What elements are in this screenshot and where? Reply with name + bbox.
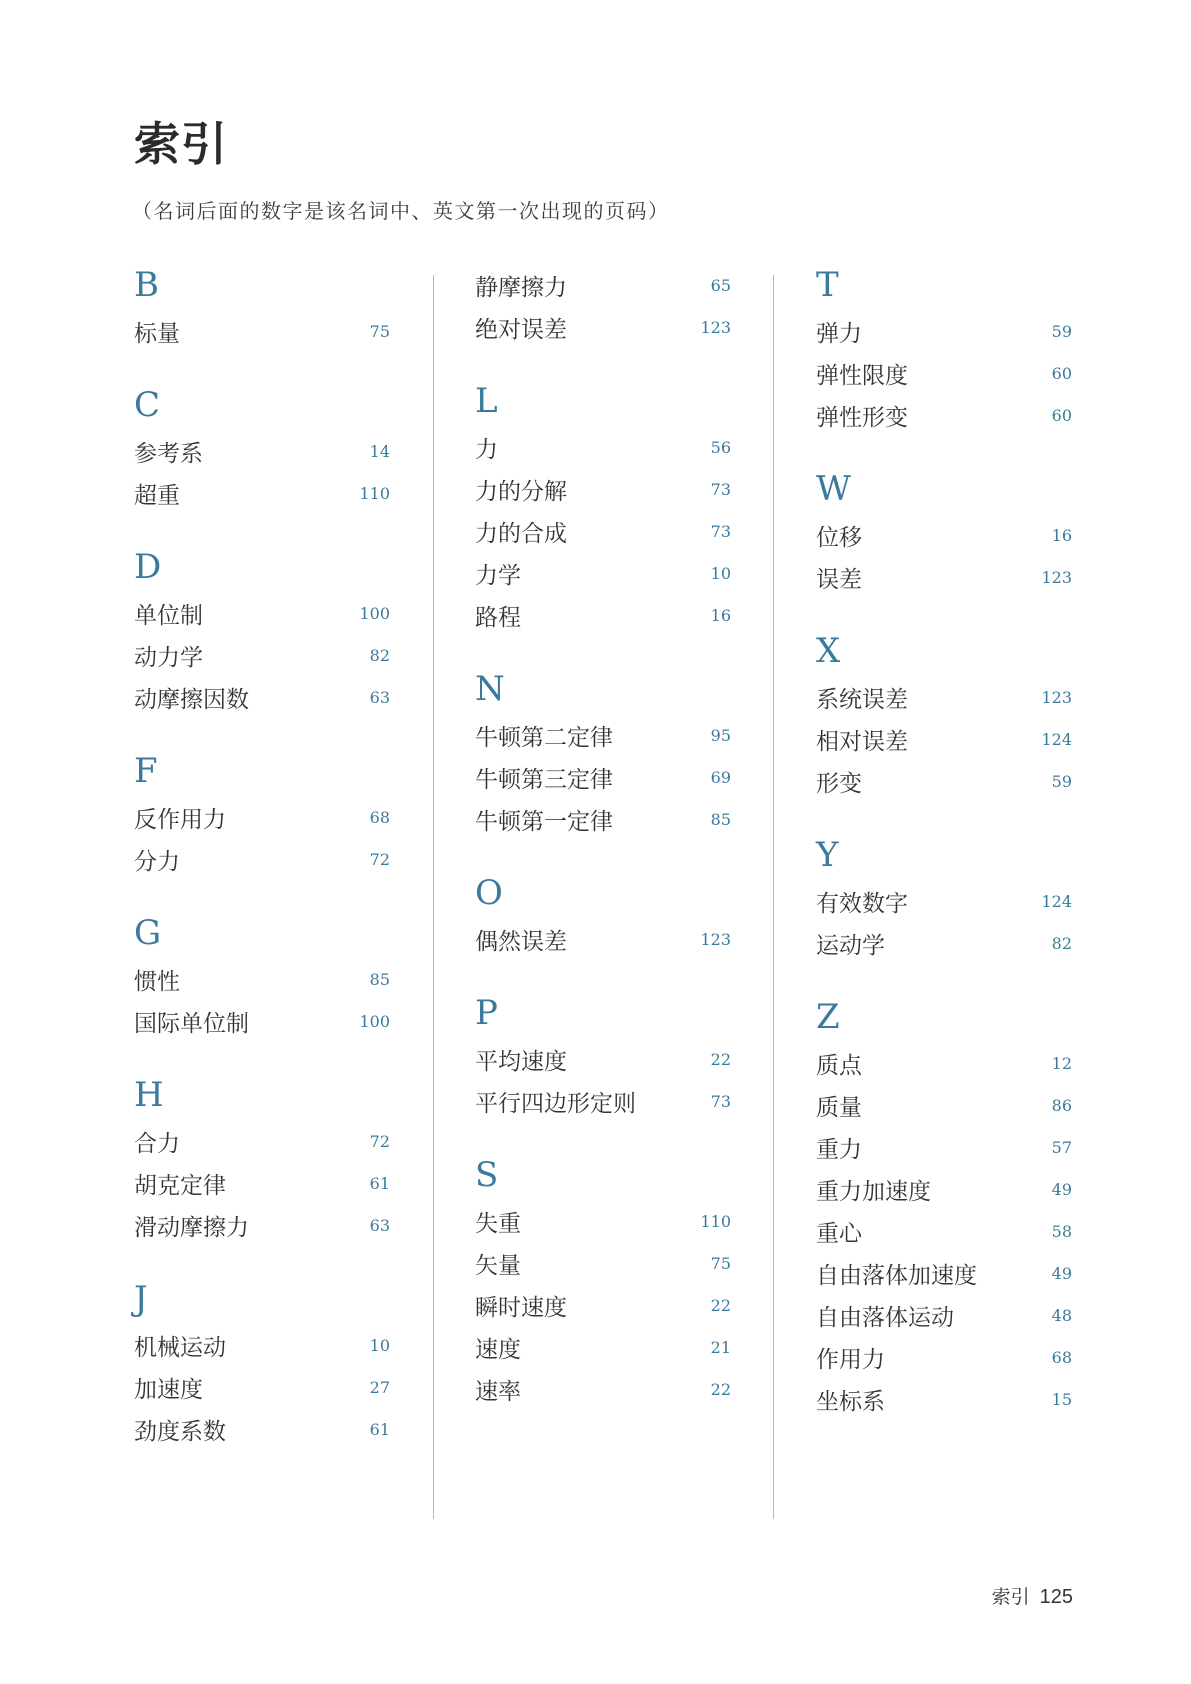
index-entry	[475, 798, 731, 840]
entry-page-number: 59	[1051, 771, 1072, 791]
entry-page-number: 123	[700, 929, 731, 949]
entry-page-number: 60	[1051, 363, 1072, 383]
column-divider	[773, 275, 774, 1519]
section-letter: X	[816, 631, 841, 671]
index-section	[475, 264, 731, 348]
entry-term: 绝对误差	[475, 316, 567, 343]
entry-page-number: 85	[710, 809, 731, 829]
entry-page-number: 14	[369, 441, 390, 461]
index-entry	[134, 676, 390, 718]
index-entry	[475, 714, 731, 756]
entry-page-number: 49	[1051, 1263, 1072, 1283]
entry-page-number: 59	[1051, 321, 1072, 341]
entry-term: 单位制	[134, 602, 203, 629]
index-section	[475, 380, 731, 636]
index-section	[475, 992, 731, 1122]
section-letter: S	[475, 1155, 499, 1195]
entry-page-number: 124	[1041, 891, 1072, 911]
index-entry	[816, 1042, 1072, 1084]
entry-term: 弹性形变	[816, 404, 908, 431]
index-entry	[134, 592, 390, 634]
index-entry	[475, 1368, 731, 1410]
entry-page-number: 49	[1051, 1179, 1072, 1199]
entry-page-number: 110	[359, 483, 390, 503]
entry-term: 弹力	[816, 320, 862, 347]
section-letter: F	[134, 751, 158, 791]
index-entry	[134, 1366, 390, 1408]
index-column-2	[475, 264, 731, 1442]
section-letter: C	[134, 385, 161, 425]
entry-term: 相对误差	[816, 728, 908, 755]
index-entry	[816, 880, 1072, 922]
index-entry	[816, 1084, 1072, 1126]
index-entry	[134, 958, 390, 1000]
index-section	[134, 1074, 390, 1246]
entry-page-number: 15	[1051, 1389, 1072, 1409]
index-entry	[816, 760, 1072, 802]
page-number: 125	[1039, 1586, 1073, 1608]
index-entry	[475, 918, 731, 960]
index-entry	[475, 1080, 731, 1122]
index-entry	[134, 1120, 390, 1162]
entry-page-number: 57	[1051, 1137, 1072, 1157]
entry-term: 滑动摩擦力	[134, 1214, 249, 1241]
column-divider	[433, 275, 434, 1519]
entry-term: 自由落体加速度	[816, 1262, 977, 1289]
entry-term: 超重	[134, 482, 180, 509]
page-footer	[992, 1582, 1073, 1609]
index-section	[134, 1278, 390, 1450]
entry-page-number: 85	[369, 969, 390, 989]
index-entry	[134, 838, 390, 880]
section-letter: D	[134, 547, 162, 587]
entry-page-number: 10	[369, 1335, 390, 1355]
index-section	[816, 264, 1072, 436]
entry-page-number: 10	[710, 563, 731, 583]
index-entry	[134, 1162, 390, 1204]
index-entry	[816, 556, 1072, 598]
entry-page-number: 16	[710, 605, 731, 625]
index-entry	[816, 1378, 1072, 1420]
entry-term: 重心	[816, 1220, 862, 1247]
index-section	[475, 1154, 731, 1410]
section-letter: G	[134, 913, 162, 953]
index-section	[816, 468, 1072, 598]
entry-page-number: 58	[1051, 1221, 1072, 1241]
entry-page-number: 56	[710, 437, 731, 457]
entry-term: 有效数字	[816, 890, 908, 917]
entry-term: 质点	[816, 1052, 862, 1079]
index-entry	[475, 306, 731, 348]
index-entry	[134, 1408, 390, 1450]
index-entry	[475, 1326, 731, 1368]
entry-page-number: 69	[710, 767, 731, 787]
entry-page-number: 73	[710, 479, 731, 499]
entry-term: 偶然误差	[475, 928, 567, 955]
index-entry	[475, 468, 731, 510]
index-section	[134, 912, 390, 1042]
entry-term: 形变	[816, 770, 862, 797]
section-letter: Z	[816, 997, 840, 1037]
entry-term: 运动学	[816, 932, 885, 959]
index-entry	[816, 1168, 1072, 1210]
entry-page-number: 123	[1041, 687, 1072, 707]
index-section	[134, 750, 390, 880]
entry-page-number: 123	[1041, 567, 1072, 587]
entry-page-number: 72	[369, 849, 390, 869]
index-entry	[475, 756, 731, 798]
entry-page-number: 68	[1051, 1347, 1072, 1367]
index-entry	[816, 310, 1072, 352]
entry-page-number: 100	[359, 603, 390, 623]
entry-page-number: 75	[369, 321, 390, 341]
entry-term: 动摩擦因数	[134, 686, 249, 713]
index-entry	[134, 310, 390, 352]
entry-page-number: 65	[710, 275, 731, 295]
entry-page-number: 12	[1051, 1053, 1072, 1073]
entry-term: 重力加速度	[816, 1178, 931, 1205]
index-section	[475, 872, 731, 960]
index-entry	[475, 510, 731, 552]
index-section	[134, 546, 390, 718]
entry-term: 矢量	[475, 1252, 521, 1279]
section-letter: O	[475, 873, 503, 913]
entry-page-number: 95	[710, 725, 731, 745]
entry-term: 速度	[475, 1336, 521, 1363]
entry-term: 分力	[134, 848, 180, 875]
entry-term: 牛顿第二定律	[475, 724, 613, 751]
entry-term: 动力学	[134, 644, 203, 671]
entry-page-number: 16	[1051, 525, 1072, 545]
index-entry	[816, 1294, 1072, 1336]
entry-term: 重力	[816, 1136, 862, 1163]
entry-page-number: 22	[710, 1379, 731, 1399]
index-section	[134, 384, 390, 514]
entry-term: 合力	[134, 1130, 180, 1157]
entry-term: 力的分解	[475, 478, 567, 505]
entry-term: 平均速度	[475, 1048, 567, 1075]
entry-page-number: 21	[710, 1337, 731, 1357]
page-title: 索引	[134, 117, 228, 171]
entry-page-number: 63	[369, 687, 390, 707]
entry-term: 瞬时速度	[475, 1294, 567, 1321]
entry-term: 质量	[816, 1094, 862, 1121]
entry-term: 作用力	[816, 1346, 885, 1373]
entry-term: 标量	[134, 320, 180, 347]
index-column-3	[816, 264, 1072, 1452]
index-entry	[816, 1126, 1072, 1168]
entry-term: 失重	[475, 1210, 521, 1237]
entry-term: 误差	[816, 566, 862, 593]
entry-page-number: 123	[700, 317, 731, 337]
section-letter: H	[134, 1075, 164, 1115]
index-entry	[134, 796, 390, 838]
entry-page-number: 82	[369, 645, 390, 665]
index-section	[816, 834, 1072, 964]
entry-page-number: 100	[359, 1011, 390, 1031]
index-entry	[134, 634, 390, 676]
entry-page-number: 61	[369, 1173, 390, 1193]
entry-page-number: 73	[710, 1091, 731, 1111]
index-entry	[134, 430, 390, 472]
entry-term: 加速度	[134, 1376, 203, 1403]
index-entry	[134, 1000, 390, 1042]
section-letter: Y	[816, 835, 839, 875]
entry-term: 反作用力	[134, 806, 226, 833]
entry-term: 力学	[475, 562, 521, 589]
entry-page-number: 124	[1041, 729, 1072, 749]
entry-page-number: 22	[710, 1295, 731, 1315]
entry-term: 机械运动	[134, 1334, 226, 1361]
subtitle: （名词后面的数字是该名词中、英文第一次出现的页码）	[132, 199, 670, 223]
entry-term: 胡克定律	[134, 1172, 226, 1199]
entry-page-number: 68	[369, 807, 390, 827]
entry-page-number: 63	[369, 1215, 390, 1235]
index-entry	[475, 552, 731, 594]
index-entry	[134, 1204, 390, 1246]
index-entry	[816, 514, 1072, 556]
index-entry	[475, 1038, 731, 1080]
entry-term: 路程	[475, 604, 521, 631]
entry-term: 速率	[475, 1378, 521, 1405]
index-section	[134, 264, 390, 352]
entry-term: 牛顿第一定律	[475, 808, 613, 835]
index-entry	[816, 1210, 1072, 1252]
entry-term: 劲度系数	[134, 1418, 226, 1445]
entry-term: 国际单位制	[134, 1010, 249, 1037]
section-letter: L	[475, 381, 498, 421]
entry-page-number: 22	[710, 1049, 731, 1069]
entry-term: 参考系	[134, 440, 203, 467]
entry-page-number: 86	[1051, 1095, 1072, 1115]
index-entry	[134, 1324, 390, 1366]
section-letter: B	[134, 265, 159, 305]
footer-label: 索引	[991, 1586, 1030, 1608]
index-entry	[816, 394, 1072, 436]
entry-page-number: 72	[369, 1131, 390, 1151]
index-entry	[816, 1336, 1072, 1378]
entry-page-number: 60	[1051, 405, 1072, 425]
entry-page-number: 61	[369, 1419, 390, 1439]
entry-term: 系统误差	[816, 686, 908, 713]
index-entry	[475, 264, 731, 306]
section-letter: W	[816, 469, 851, 509]
entry-term: 力	[475, 436, 498, 463]
entry-term: 自由落体运动	[816, 1304, 954, 1331]
entry-page-number: 82	[1051, 933, 1072, 953]
index-entry	[475, 1200, 731, 1242]
entry-term: 惯性	[134, 968, 180, 995]
section-letter: J	[134, 1279, 148, 1319]
index-entry	[816, 922, 1072, 964]
entry-term: 力的合成	[475, 520, 567, 547]
section-letter: P	[475, 993, 498, 1033]
entry-term: 静摩擦力	[475, 274, 567, 301]
index-entry	[475, 1242, 731, 1284]
section-letter: N	[475, 669, 505, 709]
index-entry	[134, 472, 390, 514]
entry-page-number: 48	[1051, 1305, 1072, 1325]
entry-page-number: 27	[369, 1377, 390, 1397]
entry-term: 牛顿第三定律	[475, 766, 613, 793]
index-entry	[475, 1284, 731, 1326]
index-entry	[816, 718, 1072, 760]
index-entry	[816, 1252, 1072, 1294]
index-section	[816, 996, 1072, 1420]
index-entry	[816, 676, 1072, 718]
index-section	[816, 630, 1072, 802]
section-letter: T	[816, 265, 839, 305]
index-entry	[475, 426, 731, 468]
entry-page-number: 110	[700, 1211, 731, 1231]
index-entry	[816, 352, 1072, 394]
entry-term: 弹性限度	[816, 362, 908, 389]
index-entry	[475, 594, 731, 636]
entry-term: 位移	[816, 524, 862, 551]
entry-term: 平行四边形定则	[475, 1090, 636, 1117]
entry-term: 坐标系	[816, 1388, 885, 1415]
entry-page-number: 73	[710, 521, 731, 541]
index-section	[475, 668, 731, 840]
entry-page-number: 75	[710, 1253, 731, 1273]
index-column-1	[134, 264, 390, 1482]
